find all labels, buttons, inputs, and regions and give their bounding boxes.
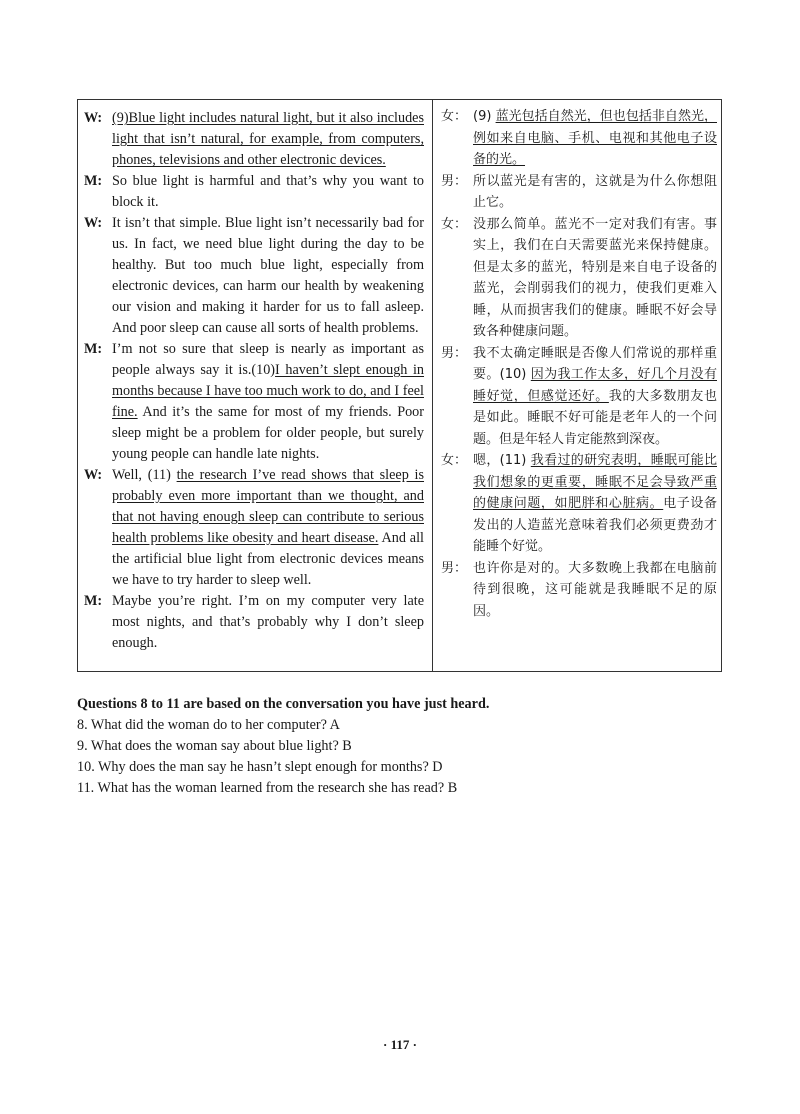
dialogue-text: Maybe you’re right. I’m on my computer very late most nights, and that’s probably why I don’t sleep enough. [112, 593, 424, 651]
dialogue-text: 我不太确定睡眠是否像人们常说的那样重要。(10) [473, 345, 717, 382]
speaker-label: 男： [441, 173, 468, 189]
turn-text [473, 558, 717, 623]
dialogue-text: 嗯，(11) [473, 453, 531, 468]
dialogue-text: So blue light is harmful and that’s why you want to block it. [112, 173, 424, 210]
english-turn [84, 108, 424, 171]
english-turn [84, 171, 424, 213]
turn-text [112, 465, 424, 591]
page-number: · 117 · [383, 1037, 417, 1052]
turn-text [112, 339, 424, 465]
chinese-translation-column [433, 100, 721, 671]
answer-evidence-text: 蓝光包括自然光，但也包括非自然光，例如来自电脑、手机、电视和其他电子设备的光。 [473, 109, 717, 167]
speaker-label: W: [84, 467, 103, 483]
questions-heading: Questions 8 to 11 are based on the conversation you have just heard. [77, 696, 490, 712]
chinese-turn [441, 343, 717, 451]
speaker-label: W: [84, 110, 103, 126]
question-item: 9. What does the woman say about blue light? B [77, 738, 352, 754]
answer-evidence-text: the research I’ve read shows that sleep is probably even more important than we thought, and that not having enough sleep can contribute to serious health problems like obesity and heart disease. [112, 467, 425, 546]
dialogue-text: Well, (11) [112, 467, 177, 483]
turn-text [473, 343, 717, 451]
turn-text [473, 171, 717, 214]
speaker-label: 男： [441, 560, 468, 576]
dialogue-text: I’m not so sure that sleep is nearly as important as people always say it is.(10) [112, 341, 424, 378]
speaker-label: W: [84, 215, 103, 231]
turn-text [112, 591, 424, 654]
chinese-turn [441, 214, 717, 343]
dialogue-text: And all the artificial blue light from electronic devices means we have to try harder to sleep well. [112, 530, 424, 588]
chinese-turn [441, 171, 717, 214]
english-turn [84, 591, 424, 654]
question-item: 10. Why does the man say he hasn’t slept enough for months? D [77, 759, 443, 775]
questions-section [77, 694, 737, 799]
speaker-label: 男： [441, 345, 468, 361]
speaker-label: M: [84, 173, 103, 189]
english-turn [84, 339, 424, 465]
speaker-label: 女： [441, 216, 468, 232]
dialogue-text: 我的大多数朋友也是如此。睡眠不好可能是老年人的一个问题。但是年轻人肯定能熬到深夜。 [473, 388, 717, 447]
turn-text [473, 214, 717, 343]
english-transcript-column [78, 100, 433, 671]
turn-text [112, 171, 424, 213]
answer-evidence-text: (9)Blue light includes natural light, but it also includes light that isn’t natural, for example, from computers, phones, televisions and other electronic devices. [112, 110, 424, 168]
turn-text [473, 450, 717, 558]
dialogue-table [77, 99, 722, 672]
turn-text [473, 106, 717, 171]
dialogue-text: 电子设备发出的人造蓝光意味着我们必须更费劲才能睡个好觉。 [473, 496, 717, 554]
question-item: 8. What did the woman do to her computer? A [77, 717, 340, 733]
chinese-turn [441, 558, 717, 623]
turn-text [112, 213, 424, 339]
answer-evidence-text: 因为我工作太多，好几个月没有睡好觉，但感觉还好。 [473, 367, 717, 404]
english-turn [84, 213, 424, 339]
english-turn [84, 465, 424, 591]
dialogue-text: 所以蓝光是有害的，这就是为什么你想阻止它。 [473, 173, 717, 210]
speaker-label: M: [84, 593, 103, 609]
questions-list [77, 715, 737, 799]
answer-evidence-text: 我看过的研究表明，睡眠可能比我们想象的更重要，睡眠不足会导致严重的健康问题，如肥胖和心脏病。 [473, 453, 717, 511]
answer-evidence-text: I haven’t slept enough in months because I have too much work to do, and I feel fine. [112, 362, 425, 420]
question-item: 11. What has the woman learned from the research she has read? B [77, 780, 458, 796]
speaker-label: M: [84, 341, 103, 357]
speaker-label: 女： [441, 453, 468, 468]
dialogue-text: And it’s the same for most of my friends. Poor sleep might be a problem for older people, but surely young people can handle late nights. [112, 404, 424, 462]
dialogue-text: (9) [473, 109, 496, 124]
chinese-turn [441, 106, 717, 171]
dialogue-text: It isn’t that simple. Blue light isn’t necessarily bad for us. In fact, we need blue light during the day to be healthy. But too much blue light, especially from electronic devices, can harm our health by weakening our vision and making it harder for us to fall asleep. And poor sleep can cause all sorts of health problems. [112, 215, 424, 336]
dialogue-text: 没那么简单。蓝光不一定对我们有害。事实上，我们在白天需要蓝光来保持健康。但是太多的蓝光，特别是来自电子设备的蓝光，会削弱我们的视力，使我们更难入睡，从而损害我们的健康。睡眠不好会导致各种健康问题。 [473, 216, 717, 339]
turn-text [112, 108, 424, 171]
chinese-turn [441, 450, 717, 558]
speaker-label: 女： [441, 109, 468, 124]
dialogue-text: 也许你是对的。大多数晚上我都在电脑前待到很晚，这可能就是我睡眠不足的原因。 [473, 560, 717, 619]
